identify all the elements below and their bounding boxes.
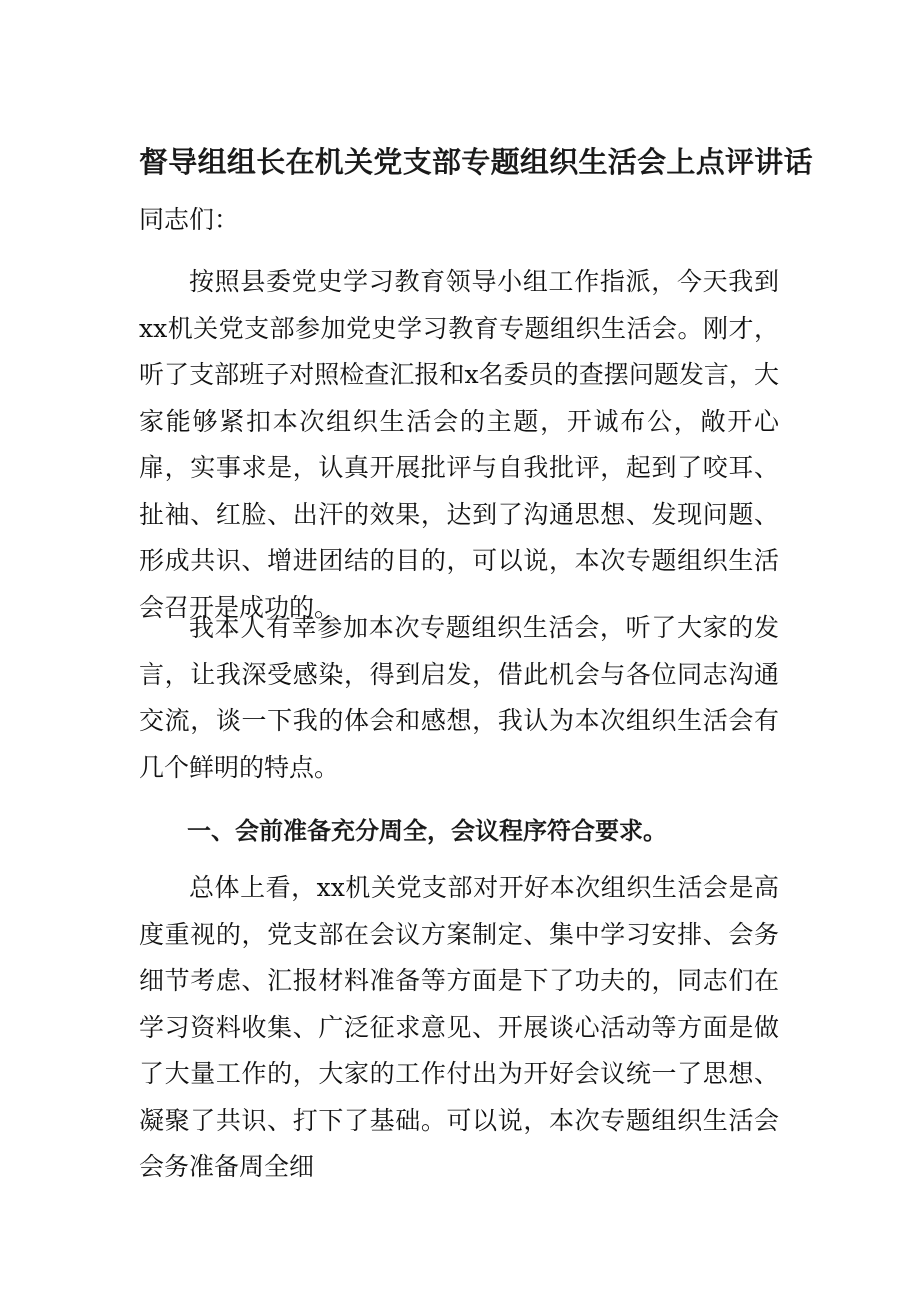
section-heading: 一、会前准备充分周全，会议程序符合要求。 <box>187 817 667 845</box>
paragraph-1: 按照县委党史学习教育领导小组工作指派，今天我到xx机关党支部参加党史学习教育专题组织生活会。刚才，听了支部班子对照检查汇报和x名委员的查摆问题发言，大家能够紧扣本次组织生活会的主题，开诚布公，敞开心扉，实事求是，认真开展批评与自我批评，起到了咬耳、扯袖、红脸、出汗的效果，达到了沟通思想、发现问题、形成共识、增进团结的目的，可以说，本次专题组织生活会召开是成功的。 <box>139 267 779 622</box>
section-paragraph: 总体上看，xx机关党支部对开好本次组织生活会是高度重视的，党支部在会议方案制定、集中学习安排、会务细节考虑、汇报材料准备等方面是下了功夫的，同志们在学习资料收集、广泛征求意见、开展谈心活动等方面是做了大量工作的，大家的工作付出为开好会议统一了思想、凝聚了共识、打下了基础。可以说，本次专题组织生活会会务准备周全细 <box>139 873 779 1181</box>
paragraph-2: 我本人有幸参加本次专题组织生活会，听了大家的发言，让我深受感染，得到启发，借此机会与各位同志沟通交流，谈一下我的体会和感想，我认为本次组织生活会有几个鲜明的特点。 <box>139 613 779 782</box>
document-title: 督导组组长在机关党支部专题组织生活会上点评讲话 <box>139 145 813 179</box>
salutation: 同志们： <box>139 205 240 234</box>
